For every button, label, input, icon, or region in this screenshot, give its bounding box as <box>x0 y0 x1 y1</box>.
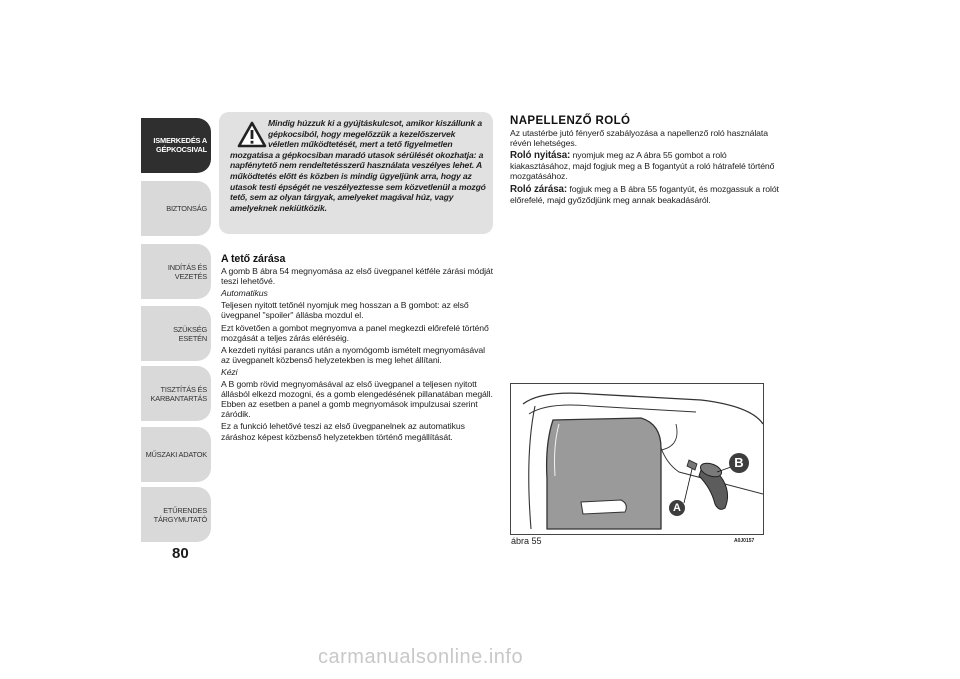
section-title: NAPELLENZŐ ROLÓ <box>510 115 631 127</box>
watermark: carmanualsonline.info <box>318 646 524 668</box>
tab-ismerkedes[interactable] <box>141 118 211 173</box>
figure-caption: ábra 55 <box>511 536 542 546</box>
label-a-marker <box>669 500 685 516</box>
warning-text-first: Mindig húzzuk ki a gyújtáskulcsot, amikor kiszállunk a gépkocsiból, hogy megelőzzük a kezelőszervek véletlen működtetését, mert a tető figyelmetlen <box>268 118 482 150</box>
tab-biztonsag[interactable] <box>141 181 211 236</box>
tab-szukseg[interactable] <box>141 306 211 361</box>
figure-55 <box>510 383 764 535</box>
subsection-label: Kézi <box>221 366 238 377</box>
lead-label: Roló zárása: <box>510 183 568 195</box>
tab-label: ISMERKEDÉS A GÉPKOCSIVAL <box>153 136 207 154</box>
figure-code: A0J0157 <box>734 538 755 544</box>
paragraph: A B gomb rövid megnyomásával az első üvegpanel a teljesen nyitott állásból elkezd mozogni, és a gomb elengedésének pillanatában megáll. Ebben az esetben a panel a gomb megnyomások impulzusai szerint záródik. <box>221 379 493 420</box>
warning-box <box>219 112 493 234</box>
paragraph: Teljesen nyitott tetőnél nyomjuk meg hosszan a B gombot: az első üvegpanel "spoiler" állásba mozdul el. <box>221 300 469 321</box>
paragraph <box>510 184 785 205</box>
right-column <box>510 116 785 207</box>
tab-label: INDÍTÁS ÉS VEZETÉS <box>167 262 207 281</box>
page-number: 80 <box>172 545 189 562</box>
tab-muszaki[interactable] <box>141 427 211 482</box>
tab-label: ETŰRENDES TÁRGYMUTATÓ <box>153 505 207 524</box>
paragraph <box>510 150 785 181</box>
paragraph: Az utastérbe jutó fényerő szabályozása a napellenző roló használata révén lehetséges. <box>510 128 768 149</box>
tab-tisztitas[interactable] <box>141 366 211 421</box>
left-column <box>221 254 493 444</box>
tab-targymutato[interactable] <box>141 487 211 542</box>
tab-label: SZÜKSÉG ESETÉN <box>173 324 207 343</box>
paragraph: A kezdeti nyitási parancs után a nyomógomb ismételt megnyomásával az üvegpanelt közbenső helyzetekben is meg lehet állítani. <box>221 344 485 365</box>
lead-text: fogjuk meg a B ábra 55 fogantyút, és mozgassuk a rolót előrefelé, majd győződjünk meg annak beakadásáról. <box>510 183 779 205</box>
tab-label: BIZTONSÁG <box>166 204 207 213</box>
warning-text <box>230 118 486 213</box>
subsection-label: Automatikus <box>221 288 268 299</box>
sunroof-illustration <box>511 384 763 534</box>
label-b-marker <box>729 453 749 473</box>
paragraph: A gomb B ábra 54 megnyomása az első üvegpanel kétféle zárási módját teszi lehetővé. <box>221 266 493 287</box>
lead-text: nyomjuk meg az A ábra 55 gombot a roló kiakasztásához, majd fogjuk meg a B fogantyút a roló hátrafelé történő mozgatásához. <box>510 150 775 182</box>
paragraph: Ezt követően a gombot megnyomva a panel megkezdi előrefelé történő mozgását a teljes zárás eléréséig. <box>221 322 489 343</box>
tab-label: MŰSZAKI ADATOK <box>145 450 207 459</box>
label-a: A <box>673 502 681 514</box>
warning-text-rest: mozgatása a gépkocsiban maradó utasok sérülését okozhatja: a napfénytető nem rendeltetésszerű használata veszélyes lehet. A működtetés előtt és közben is mindig ügyeljünk arra, hogy az utasok testi épségét ne veszélyeztesse sem közvetlenül a mozgó tető, sem az olyan tárgyak, amelyeket magával húz, vagy amelyeknek nekiütközik. <box>230 149 486 213</box>
section-heading: A tető zárása <box>221 253 286 265</box>
lead-label: Roló nyitása: <box>510 150 571 162</box>
tab-inditas[interactable] <box>141 244 211 299</box>
paragraph: Ez a funkció lehetővé teszi az első üvegpanelnek az automatikus záráshoz képest közbenső helyzetekben történő megállítását. <box>221 421 465 442</box>
label-b: B <box>734 455 744 470</box>
tab-label: TISZTÍTÁS ÉS KARBANTARTÁS <box>150 384 207 403</box>
